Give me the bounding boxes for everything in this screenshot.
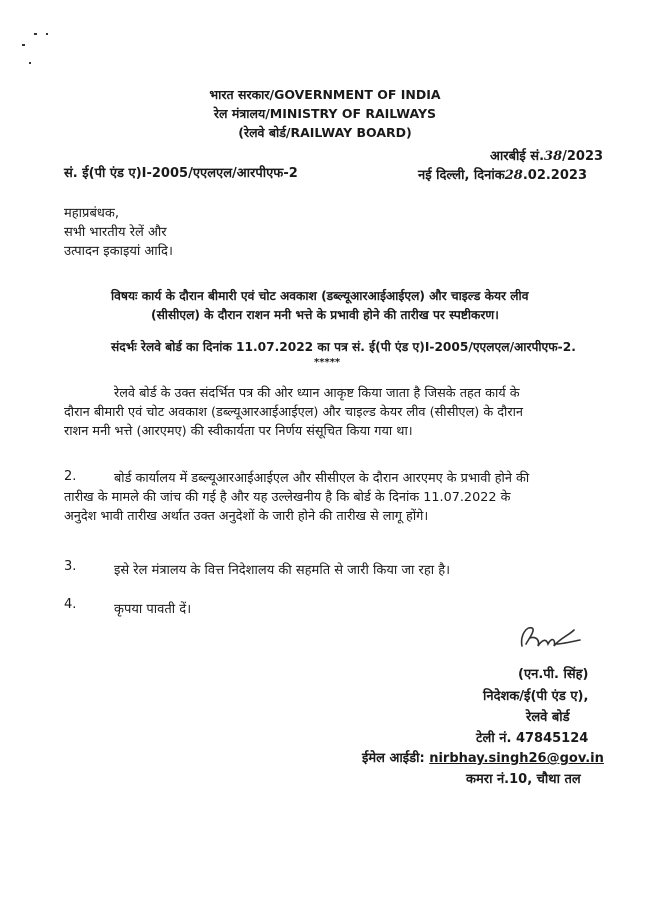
paragraph-3-text: इसे रेल मंत्रालय के वित्त निदेशालय की सहमति से जारी किया जा रहा है। <box>114 563 451 578</box>
rbe-handwritten-number: 38 <box>544 149 563 164</box>
rbe-year: /2023 <box>562 149 604 164</box>
reference-text: रेलवे बोर्ड का दिनांक 11.07.2022 का पत्र सं. ई(पी एंड ए)I-2005/एएलएल/आरपीएफ-2. <box>141 340 576 354</box>
paragraph-1-line-1: रेलवे बोर्ड के उक्त संदर्भित पत्र की ओर ध्यान आकृष्ट किया जाता है जिसके तहत कार्य के <box>114 386 520 401</box>
signatory-designation: निदेशक/ई(पी एंड ए), <box>483 689 589 704</box>
signatory-room: कमरा नं.10, चौथा तल <box>466 772 581 787</box>
rbe-number <box>490 146 603 164</box>
paragraph-1 <box>64 384 523 441</box>
paragraph-2-line-3: अनुदेश भावी तारीख अर्थात उक्त अनुदेशों के जारी होने की तारीख से लागू होंगे। <box>64 509 429 524</box>
subject-line-1: कार्य के दौरान बीमारी एवं चोट अवकाश (डब्ल्यूआरआईआईएल) और चाइल्ड केयर लीव <box>141 289 529 303</box>
addressee-line-1: महाप्रबंधक, <box>64 206 119 221</box>
margin-speck <box>34 33 37 35</box>
subject-label: विषयः <box>111 289 138 303</box>
paragraph-1-line-3: राशन मनी भत्ते (आरएमए) की स्वीकार्यता पर निर्णय संसूचित किया गया था। <box>64 424 413 439</box>
paragraph-1-line-2: दौरान बीमारी एवं चोट अवकाश (डब्ल्यूआरआईआईएल) और चाइल्ड केयर लीव (सीसीएल) के दौरान <box>64 405 523 420</box>
date-handwritten-day: 28 <box>504 168 523 183</box>
date-prefix: नई दिल्ली, दिनांक <box>418 168 505 183</box>
signatory-office: रेलवे बोर्ड <box>526 710 570 725</box>
date-rest: .02.2023 <box>522 168 587 183</box>
subject-block <box>111 287 528 325</box>
signatory-telephone: टेली नं. 47845124 <box>476 731 589 746</box>
reference-label: संदर्भः <box>111 340 137 354</box>
paragraph-4-text: कृपया पावती दें। <box>114 602 192 617</box>
separator-stars: ***** <box>314 357 341 368</box>
paragraph-2 <box>64 469 529 526</box>
email-link[interactable]: nirbhay.singh26@gov.in <box>429 751 604 766</box>
rbe-prefix: आरबीई सं. <box>490 149 545 164</box>
margin-speck <box>29 62 31 64</box>
addressee-line-2: सभी भारतीय रेलें और <box>64 225 167 240</box>
paragraph-2-line-1: बोर्ड कार्यालय में डब्ल्यूआरआईआईएल और सीसीएल के दौरान आरएमए के प्रभावी होने की <box>114 471 530 486</box>
signatory-name: (एन.पी. सिंह) <box>518 667 589 682</box>
header-ministry: रेल मंत्रालय/MINISTRY OF RAILWAYS <box>213 106 437 121</box>
paragraph-2-line-2: तारीख के मामले की जांच की गई है और यह उल्लेखनीय है कि बोर्ड के दिनांक 11.07.2022 के <box>64 490 511 505</box>
margin-speck <box>22 44 25 46</box>
subject-line-2: (सीसीएल) के दौरान राशन मनी भत्ते के प्रभावी होने की तारीख पर स्पष्टीकरण। <box>151 308 499 322</box>
paragraph-2-number: 2. <box>64 469 77 484</box>
file-number: सं. ई(पी एंड ए)I-2005/एएलएल/आरपीएफ-2 <box>64 166 298 181</box>
addressee-line-3: उत्पादन इकाइयां आदि। <box>64 244 173 259</box>
margin-speck <box>46 33 48 35</box>
header-board: (रेलवे बोर्ड/RAILWAY BOARD) <box>238 125 412 140</box>
paragraph-4-number: 4. <box>64 597 77 612</box>
letter-date <box>418 165 587 183</box>
email-label: ईमेल आईडी: <box>362 751 425 766</box>
signatory-email <box>362 748 604 766</box>
paragraph-3-number: 3. <box>64 559 77 574</box>
reference-line <box>111 338 576 355</box>
header-government: भारत सरकार/GOVERNMENT OF INDIA <box>209 87 441 102</box>
handwritten-signature <box>516 618 586 658</box>
